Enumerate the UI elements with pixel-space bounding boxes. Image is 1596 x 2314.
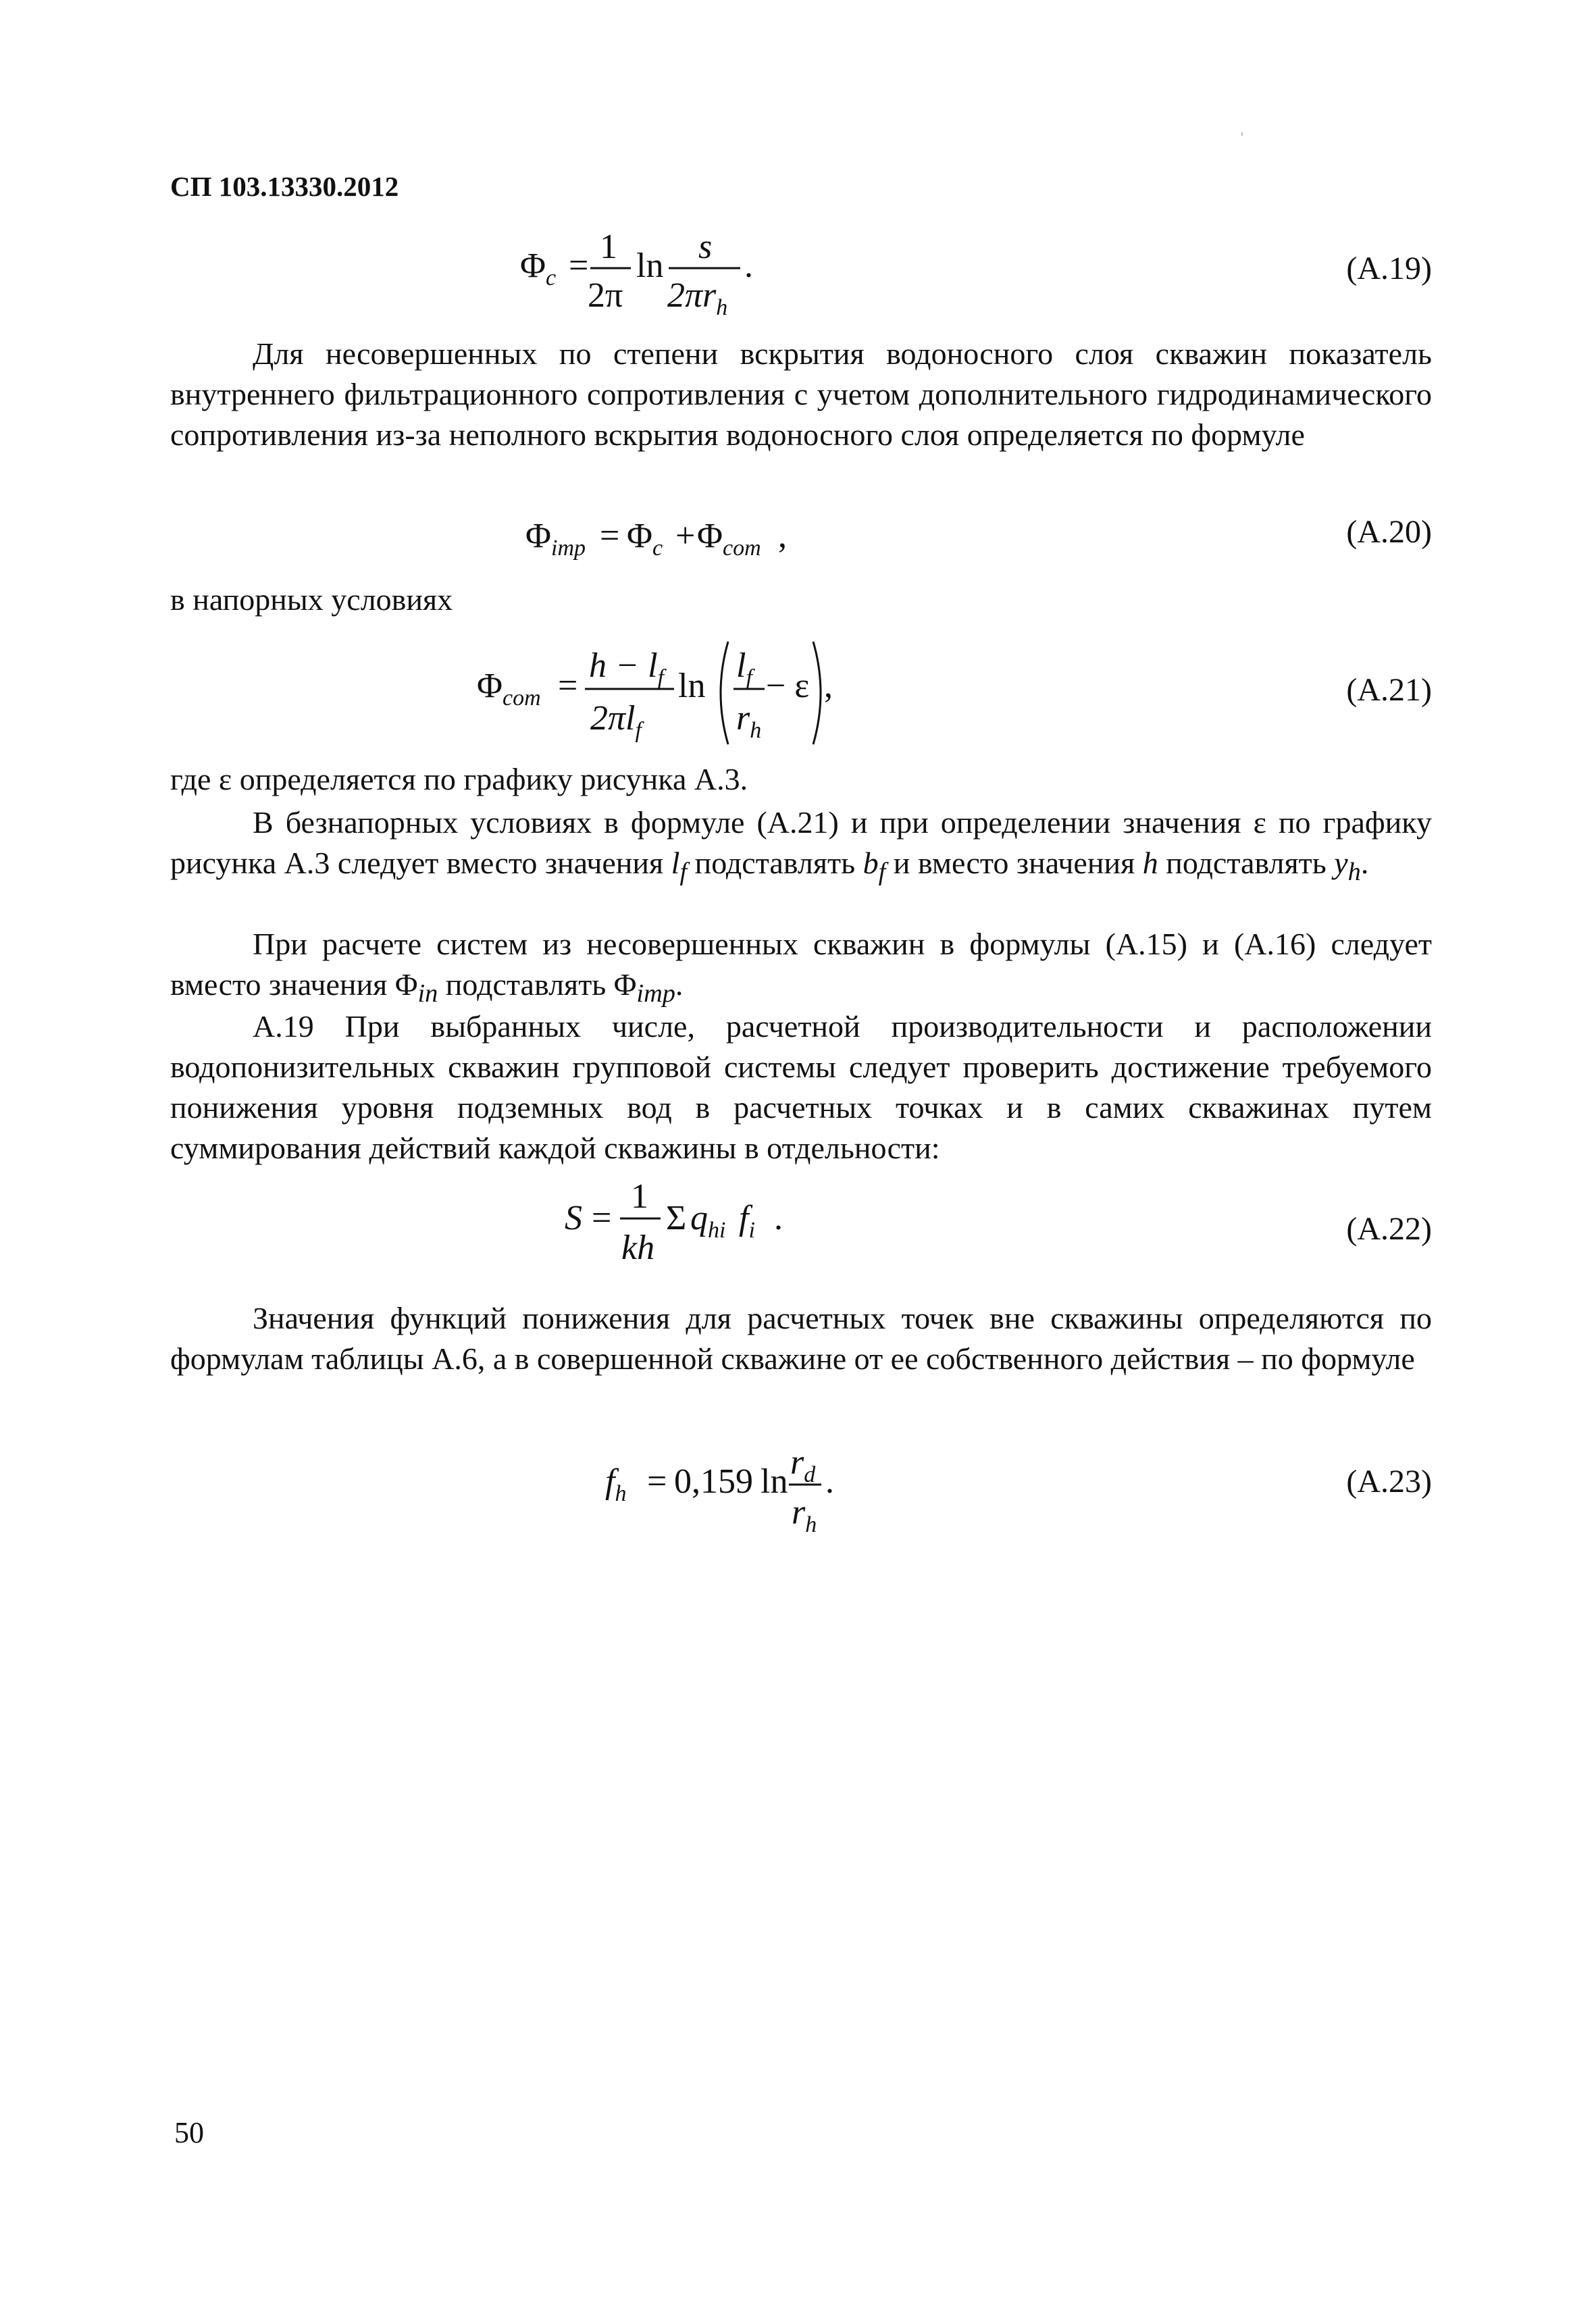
a22-f: $f_i$ [739,1199,755,1243]
a22-den: kh [621,1229,655,1267]
a23-den: $r_h$ [792,1493,817,1537]
a23-ln: ln [761,1462,788,1501]
p4-text-c: и вместо значения [885,846,1143,880]
a21-den1: $2\pi l_f$ [590,699,642,743]
a21-minus-eps: − ε [766,667,810,705]
paragraph-pressure-conditions: в напорных условиях [170,582,453,617]
a19-den2: $2\pi r_h$ [667,276,728,320]
formula-a19-svg [520,230,763,324]
paragraph-epsilon-definition: где ε определяется по графику рисунка А.3. [170,762,748,796]
a19-den1: 2π [588,276,623,315]
a20-plus: + [675,517,696,555]
paragraph-incomplete-wells: Для несовершенных по степени вскрытия водоносного слоя скважин показатель внутреннего фильтрационного сопротивления с учетом дополнительного гидродинамического сопротивления из-за неполного вскрытия водоносного слоя определяется по формуле [170,336,1432,452]
a22-lhs: S [565,1199,582,1237]
equation-number-a23: (А.23) [1346,1464,1432,1499]
a21-ln: ln [678,667,706,705]
paragraph-a19-group-system: А.19 При выбранных числе, расчетной производительности и расположении водопонизительных скважин групповой системы следует проверить достижение требуемого понижения уровня подземных вод в расчетных точках и в самих скважинах путем суммирования действий каждой скважины в отдельности: [170,1009,1432,1165]
a22-end: . [774,1199,783,1237]
a22-q: $q_{hi}$ [690,1199,726,1243]
a19-end: . [744,247,753,285]
a22-num: 1 [631,1177,648,1216]
formula-a22 [565,1175,821,1277]
a22-eq: = [592,1199,612,1237]
equation-number-a19: (А.19) [1346,251,1432,286]
formula-a21 [477,635,842,750]
a21-num2: $l_f$ [736,646,752,690]
a23-coef: 0,159 [674,1462,753,1501]
a21-left-paren [721,642,728,744]
a21-den2: $r_h$ [736,699,762,743]
a21-eq: = [558,667,578,705]
p4-text-b: подставлять [687,846,863,880]
a19-ln: ln [636,247,664,285]
p4-text-d: подставлять [1158,846,1335,880]
formula-a22-svg [565,1175,821,1277]
document-code: СП 103.13330.2012 [170,171,399,202]
a23-eq: = [647,1462,667,1501]
equation-number-a20: (А.20) [1346,514,1432,550]
paragraph-unconfined-conditions [170,802,1432,892]
p4-var-lf: $l_f$ [671,846,688,887]
paragraph-drawdown-functions: Значения функций понижения для расчетных точек вне скважины определяются по формулам таблицы А.6, а в совершенной скважине от ее собственного действия – по формуле [170,1301,1432,1376]
p5-var-phi-imp: $\Phi_{imp}$ [613,967,675,1008]
a21-end: , [824,667,833,705]
a20-end: , [778,517,787,555]
p5-var-phi-in: $\Phi_{in}$ [394,967,438,1008]
scan-speck [1241,132,1243,136]
p5-text-a: При расчете систем из несовершенных скважин в формулы (А.15) и (А.16) следует вместо значения [170,927,1432,1002]
p4-var-bf: $b_f$ [863,846,886,887]
a19-num1: 1 [600,228,617,266]
equation-number-a22: (А.22) [1346,1211,1432,1247]
a19-lhs: $\Phi_c$ [520,247,557,290]
equation-number-a21: (А.21) [1346,672,1432,708]
page-number: 50 [174,2116,204,2149]
a21-num1: $h - l_f$ [589,646,664,690]
formula-a21-svg [477,635,842,750]
p5-text-b: подставлять [438,967,614,1002]
p4-var-h: h [1142,846,1158,880]
p4-var-yh: $y_h$ [1334,846,1361,887]
a23-end: . [825,1462,834,1501]
a21-right-paren [813,642,821,744]
a23-num: $r_d$ [790,1443,816,1487]
formula-a23-svg [605,1445,875,1540]
p5-text-c: . [675,967,684,1002]
a20-rhs2: $\Phi_{com}$ [697,517,761,561]
formula-a19 [520,230,763,324]
p4-text-e: . [1360,846,1369,880]
a23-lhs: $f_h$ [605,1462,627,1506]
a20-eq: = [600,517,620,555]
a19-num2: s [698,228,713,266]
a22-sum: Σ [666,1199,687,1237]
formula-a23 [605,1445,875,1540]
p4-text-a: В безнапорных условиях в формуле (А.21) и при определении значения ε по графику рисунка А.3 следует вместо значения [170,805,1432,880]
a20-rhs1: $\Phi_c$ [627,517,663,561]
paragraph-system-calculation [170,924,1432,1014]
formula-a20 [525,513,809,567]
formula-a20-svg [525,513,809,567]
a20-lhs: $\Phi_{imp}$ [525,517,586,561]
a19-eq: = [569,247,589,285]
a21-lhs: $\Phi_{com}$ [477,667,541,711]
